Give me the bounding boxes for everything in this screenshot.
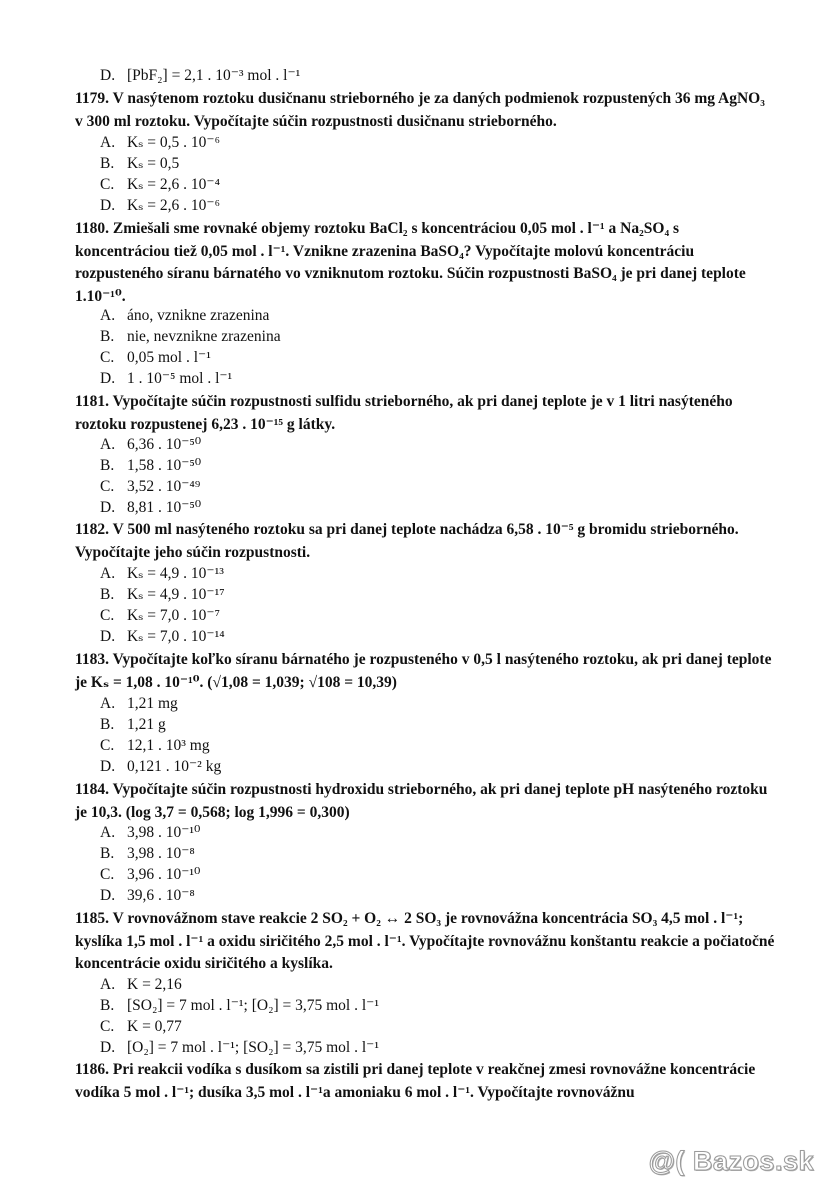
option-b: B. 3,98 . 10⁻⁸ — [100, 845, 195, 862]
option-a: A. 6,36 . 10⁻⁵⁰ — [100, 436, 202, 453]
option-c: C. Kₛ = 7,0 . 10⁻⁷ — [100, 607, 220, 624]
option-d: D. Kₛ = 2,6 . 10⁻⁶ — [100, 197, 220, 214]
option-d: D. 1 . 10⁻⁵ mol . l⁻¹ — [100, 370, 233, 387]
option-b: B. [SO₂] = 7 mol . l⁻¹; [O₂] = 3,75 mol . l⁻¹ — [100, 997, 379, 1014]
option-a: A. Kₛ = 0,5 . 10⁻⁶ — [100, 134, 220, 151]
question-1180: 1180. Zmiešali sme rovnaké objemy roztoku BaCl₂ s koncentráciou 0,05 mol . l⁻¹ a Na₂SO₄ s koncentráciou tiež 0,05 mol . l⁻¹. Vznikne zrazenina BaSO₄? Vypočítajte molovú koncentráciu rozpusteného síranu bárnatého vo vzniknutom roztoku. Súčin rozpustnosti BaSO₄ je pri danej teplote 1.10⁻¹⁰. — [75, 220, 746, 305]
question-1183: 1183. Vypočítajte koľko síranu bárnatého je rozpusteného v 0,5 l nasýteného roztoku, ak pri danej teplote je Kₛ = 1,08 . 10⁻¹⁰. (√1,08 = 1,039; √108 = 10,39) — [75, 651, 772, 691]
option-c: C. 3,52 . 10⁻⁴⁹ — [100, 478, 201, 495]
option-a: A. áno, vznikne zrazenina — [100, 307, 270, 324]
option-b: B. Kₛ = 4,9 . 10⁻¹⁷ — [100, 586, 225, 603]
question-1184: 1184. Vypočítajte súčin rozpustnosti hydroxidu strieborného, ak pri danej teplote pH nasýteného roztoku je 10,3. (log 3,7 = 0,568; log 1,996 = 0,300) — [75, 781, 768, 821]
option-d: D. 8,81 . 10⁻⁵⁰ — [100, 499, 202, 516]
option-c: C. 3,96 . 10⁻¹⁰ — [100, 866, 201, 883]
bazos-watermark: @( Bazos.sk — [648, 1146, 814, 1176]
option-b: B. nie, nevznikne zrazenina — [100, 328, 281, 345]
option-c: C. 0,05 mol . l⁻¹ — [100, 349, 211, 366]
option-a: A. 1,21 mg — [100, 695, 178, 712]
question-1186: 1186. Pri reakcii vodíka s dusíkom sa zistili pri danej teplote v reakčnej zmesi rovnovážne koncentrácie vodíka 5 mol . l⁻¹; dusíka 3,5 mol . l⁻¹a amoniaku 6 mol . l⁻¹. Vypočítajte rovnovážnu — [75, 1061, 756, 1101]
option-b: B. 1,58 . 10⁻⁵⁰ — [100, 457, 202, 474]
option-d: D. Kₛ = 7,0 . 10⁻¹⁴ — [100, 628, 225, 645]
option-c: C. Kₛ = 2,6 . 10⁻⁴ — [100, 176, 220, 193]
option-c: C. 12,1 . 10³ mg — [100, 737, 210, 754]
option-b: B. 1,21 g — [100, 716, 166, 733]
question-1185: 1185. V rovnovážnom stave reakcie 2 SO₂ + O₂ ↔ 2 SO₃ je rovnovážna koncentrácia SO₃ 4,5 mol . l⁻¹; kyslíka 1,5 mol . l⁻¹ a oxidu siričitého 2,5 mol . l⁻¹. Vypočítajte rovnovážnu konštantu reakcie a počiatočné koncentrácie oxidu siričitého a kyslíka. — [75, 910, 775, 972]
option-d: D. 39,6 . 10⁻⁸ — [100, 887, 195, 904]
question-1182: 1182. V 500 ml nasýteného roztoku sa pri danej teplote nachádza 6,58 . 10⁻⁵ g bromidu strieborného. Vypočítajte jeho súčin rozpustnosti. — [75, 521, 739, 561]
question-1179: 1179. V nasýtenom roztoku dusičnanu strieborného je za daných podmienok rozpustených 36 mg AgNO₃ v 300 ml roztoku. Vypočítajte súčin rozpustnosti dusičnanu strieborného. — [75, 90, 765, 130]
option-d: D. [O₂] = 7 mol . l⁻¹; [SO₂] = 3,75 mol . l⁻¹ — [100, 1039, 379, 1056]
question-1181: 1181. Vypočítajte súčin rozpustnosti sulfidu strieborného, ak pri danej teplote je v 1 litri nasýteného roztoku rozpustenej 6,23 . 10⁻¹⁵ g látky. — [75, 393, 733, 433]
option-a: A. Kₛ = 4,9 . 10⁻¹³ — [100, 565, 224, 582]
option-a: A. 3,98 . 10⁻¹⁰ — [100, 824, 201, 841]
option-d: D. 0,121 . 10⁻² kg — [100, 758, 222, 775]
option-b: B. Kₛ = 0,5 — [100, 155, 180, 172]
option-a: A. K = 2,16 — [100, 976, 182, 993]
option-c: C. K = 0,77 — [100, 1018, 182, 1035]
option-d: D. [PbF₂] = 2,1 . 10⁻³ mol . l⁻¹ — [100, 67, 301, 84]
